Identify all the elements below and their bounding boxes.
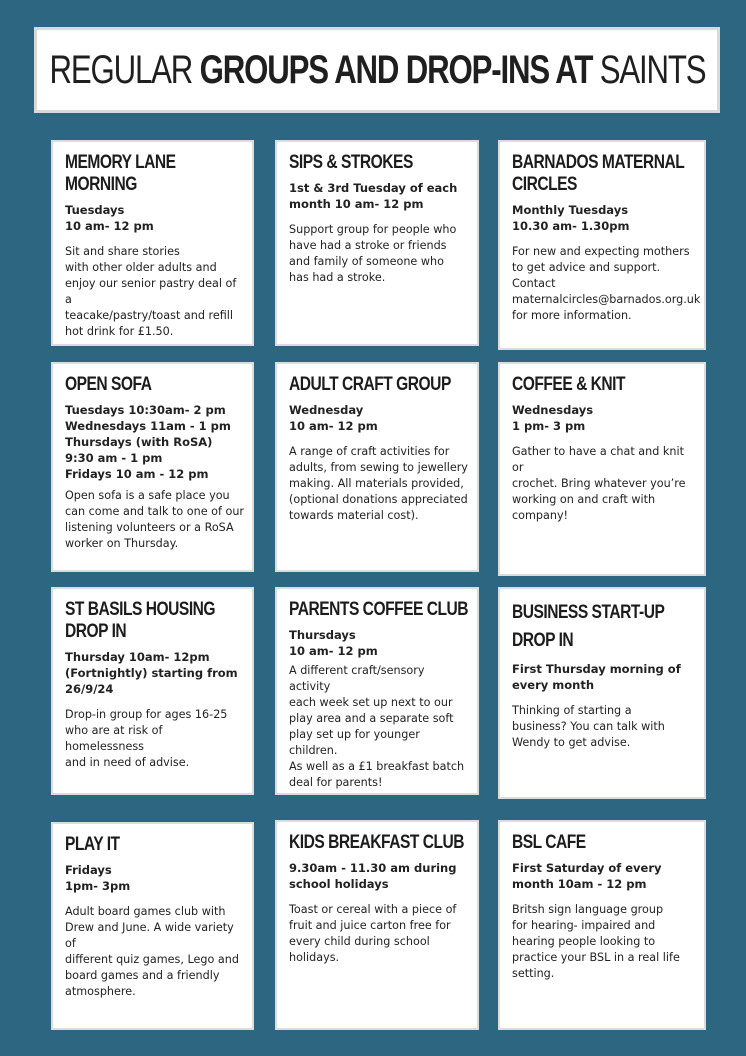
- card-heading: BARNADOS MATERNAL CIRCLES: [512, 152, 684, 195]
- card-heading: ADULT CRAFT GROUP: [289, 374, 451, 395]
- card-schedule: Wednesday 10 am- 12 pm: [289, 403, 378, 433]
- card-heading: COFFEE & KNIT: [512, 374, 626, 395]
- card-heading: SIPS & STROKES: [289, 152, 413, 173]
- title-banner: [34, 27, 720, 113]
- group-card-open-sofa: [51, 362, 254, 572]
- group-card-kids-breakfast: [275, 820, 479, 1030]
- title-light-2: SAINTS: [591, 47, 705, 92]
- card-schedule: Thursday 10am- 12pm (Fortnightly) starting from 26/9/24: [65, 650, 238, 696]
- card-description: A range of craft activities for adults, from sewing to jewellery making. All materials provided, (optional donations appreciated towards material cost).: [289, 445, 468, 522]
- card-description: Britsh sign language group for hearing- impaired and hearing people looking to practice your BSL in a real life setting.: [512, 903, 680, 980]
- group-card-bsl-cafe: [498, 820, 706, 1030]
- card-schedule: 9.30am - 11.30 am during school holidays: [289, 861, 457, 891]
- card-heading: BSL CAFE: [512, 832, 586, 853]
- group-card-coffee-knit: [498, 362, 706, 576]
- group-card-st-basils: [51, 587, 254, 795]
- card-description: Open sofa is a safe place you can come and talk to one of our listening volunteers or a RoSA worker on Thursday.: [65, 489, 245, 550]
- group-card-barnados: [498, 140, 706, 350]
- card-heading: MEMORY LANE MORNING: [65, 152, 176, 195]
- card-description: For new and expecting mothers to get advice and support. Contact maternalcircles@barnados.org.uk for more information.: [512, 245, 701, 322]
- card-schedule: Wednesdays 1 pm- 3 pm: [512, 403, 594, 433]
- card-description: Sit and share stories with other older adults and enjoy our senior pastry deal of a teacake/pastry/toast and refill hot drink for £1.50.: [65, 245, 237, 338]
- group-card-parents-coffee: [275, 587, 479, 795]
- card-schedule: First Saturday of every month 10am - 12 pm: [512, 861, 662, 891]
- card-schedule: First Thursday morning of every month: [512, 662, 681, 692]
- card-description: Thinking of starting a business? You can talk with Wendy to get advise.: [512, 704, 665, 749]
- group-card-adult-craft: [275, 362, 479, 572]
- card-schedule: Tuesdays 10:30am- 2 pm Wednesdays 11am - 1 pm Thursdays (with RoSA) 9:30 am - 1 pm Fridays 10 am - 12 pm: [65, 403, 231, 481]
- group-card-memory-lane: [51, 140, 254, 346]
- card-heading: PARENTS COFFEE CLUB: [289, 599, 469, 620]
- group-card-sips-strokes: [275, 140, 479, 346]
- title-bold: GROUPS AND DROP-INS AT: [199, 47, 592, 92]
- card-schedule: Tuesdays 10 am- 12 pm: [65, 203, 154, 233]
- card-schedule: Fridays 1pm- 3pm: [65, 863, 131, 893]
- card-schedule: Monthly Tuesdays 10.30 am- 1.30pm: [512, 203, 630, 233]
- card-description: Toast or cereal with a piece of fruit and juice carton free for every child during school holidays.: [289, 903, 457, 964]
- card-schedule: Thursdays 10 am- 12 pm: [289, 628, 378, 658]
- card-description: Adult board games club with Drew and June. A wide variety of different quiz games, Lego and board games and a friendly atmosphere.: [65, 905, 239, 998]
- group-card-play-it: [51, 822, 254, 1030]
- card-heading: KIDS BREAKFAST CLUB: [289, 832, 465, 853]
- card-schedule: 1st & 3rd Tuesday of each month 10 am- 12 pm: [289, 181, 458, 211]
- card-description: Gather to have a chat and knit or crochet. Bring whatever you’re working on and craft with company!: [512, 445, 686, 522]
- title-light-1: REGULAR: [49, 47, 200, 92]
- card-heading: OPEN SOFA: [65, 374, 152, 395]
- card-description: Drop-in group for ages 16-25 who are at risk of homelessness and in need of advise.: [65, 708, 228, 769]
- card-heading: ST BASILS HOUSING DROP IN: [65, 599, 216, 642]
- card-description: A different craft/sensory activity each week set up next to our play area and a separate soft play set up for younger children. As well as a £1 breakfast batch deal for parents!: [289, 664, 465, 789]
- card-description: Support group for people who have had a stroke or friends and family of someone who has had a stroke.: [289, 223, 457, 284]
- card-heading: BUSINESS START-UP DROP IN: [512, 602, 665, 651]
- card-heading: PLAY IT: [65, 834, 120, 855]
- page-title: [49, 48, 705, 93]
- group-card-business-startup: [498, 587, 706, 799]
